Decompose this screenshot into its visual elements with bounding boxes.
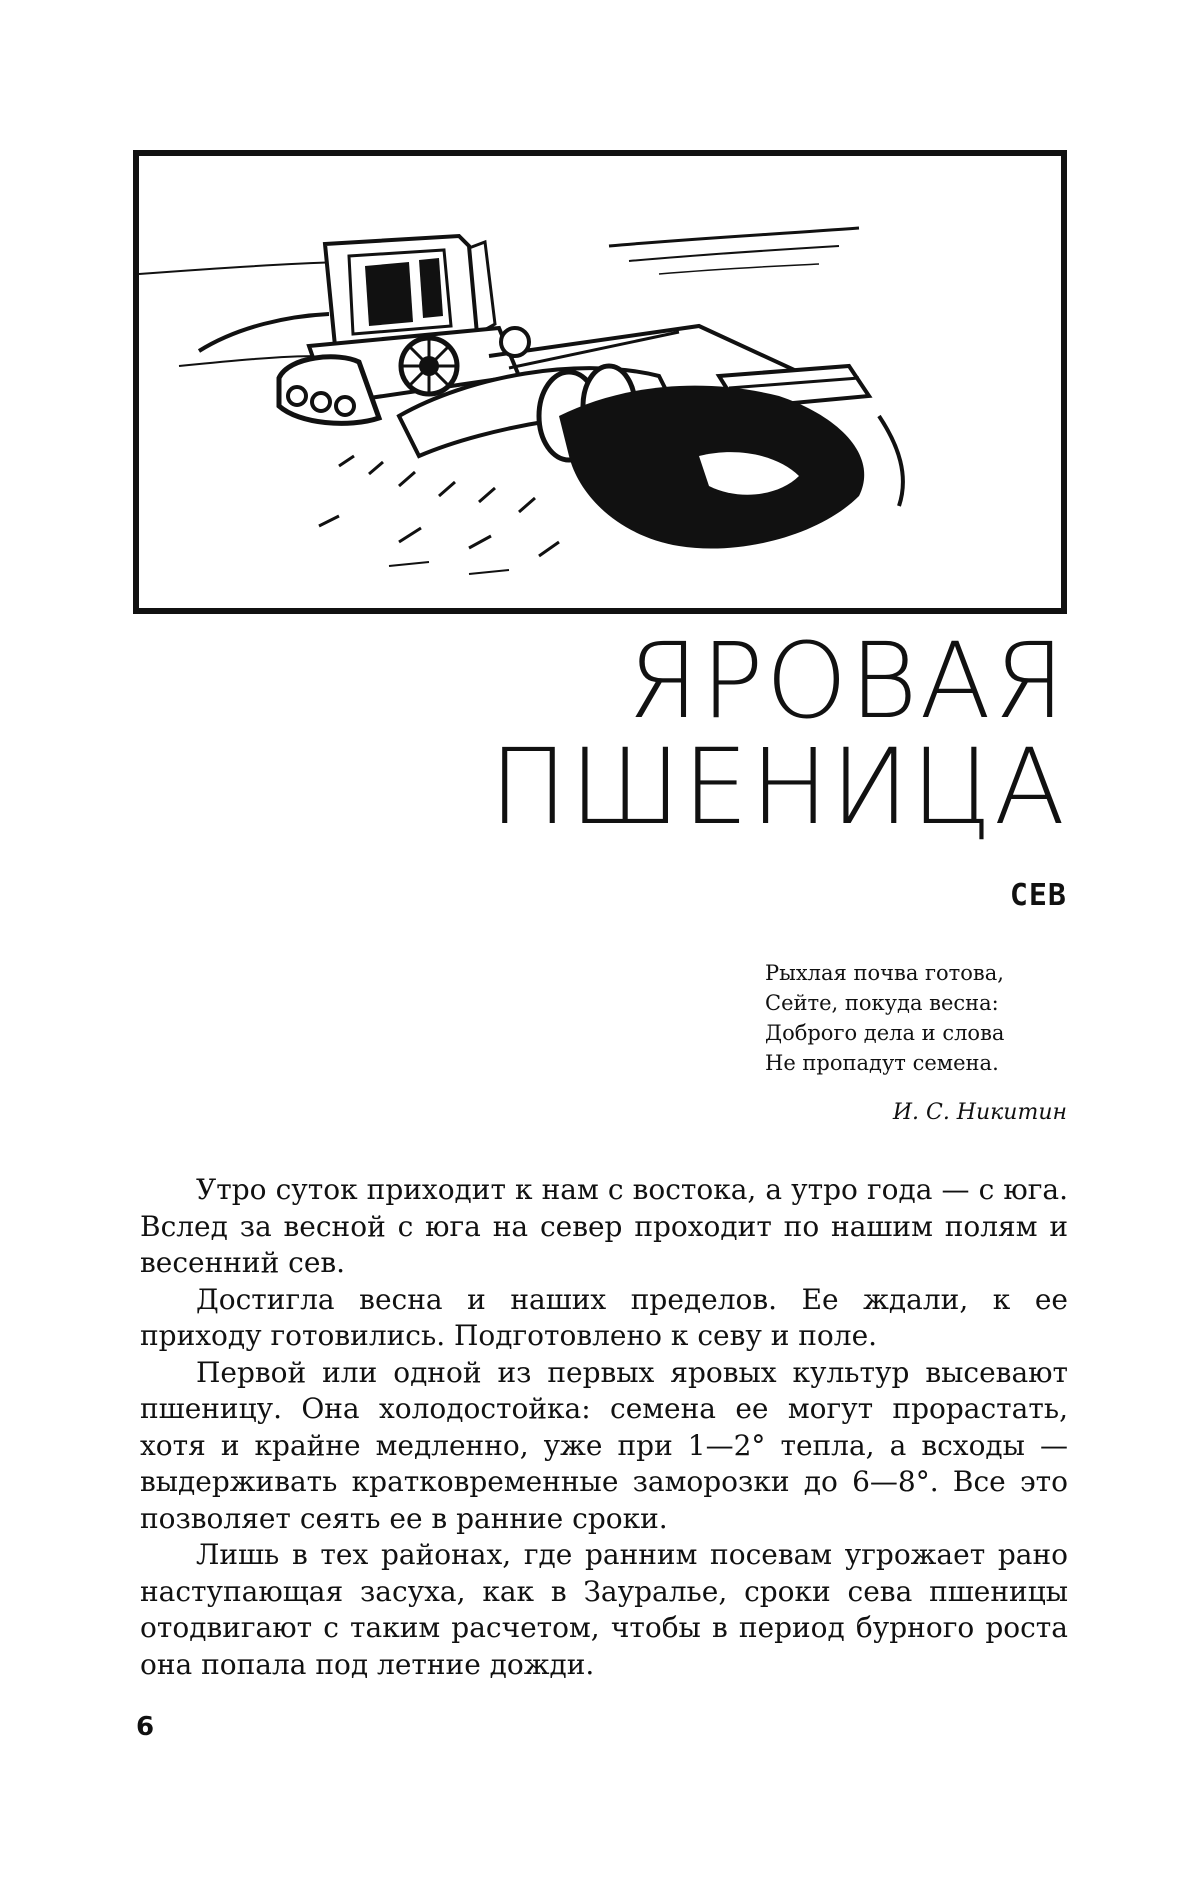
tractor-illustration (133, 150, 1067, 614)
chapter-title-line-2: ПШЕНИЦА (489, 726, 1067, 848)
paragraph: Утро суток приходит к нам с востока, а утро года — с юга. Вслед за весной с юга на север проходит по нашим полям и весенний сев. (140, 1173, 1068, 1279)
tractor-drawing (139, 156, 1061, 608)
chapter-title-line-1: ЯРОВАЯ (626, 620, 1067, 742)
epigraph-line: Не пропадут семена. (765, 1051, 999, 1075)
paragraph: Лишь в тех районах, где ранним посевам угрожает рано наступающая засуха, как в Зауралье, сроки сева пшеницы отодвигают с таким расчетом, чтобы в период бурного роста она попала под летние дожди. (140, 1538, 1068, 1681)
epigraph-line: Рыхлая почва готова, (765, 961, 1004, 985)
paragraph: Достигла весна и наших пределов. Ее ждали, к ее приходу готовились. Подготовлено к севу и поле. (140, 1282, 1068, 1352)
section-heading: СЕВ (1009, 878, 1067, 913)
page-number: 6 (136, 1712, 155, 1742)
body-text (140, 1172, 1068, 1683)
epigraph-author: И. С. Никитин (892, 1100, 1067, 1125)
epigraph-line: Сейте, покуда весна: (765, 991, 999, 1015)
epigraph-line: Доброго дела и слова (765, 1021, 1005, 1045)
chapter-title (489, 620, 1067, 848)
paragraph: Первой или одной из первых яровых культур высевают пшеницу. Она холодостойка: семена ее могут прорастать, хотя и крайне медленно, уже при 1—2° тепла, а всходы — выдерживать кратковременные заморозки до 6—8°. Все это позволяет сеять ее в ранние сроки. (140, 1355, 1068, 1535)
epigraph (765, 958, 1004, 1078)
